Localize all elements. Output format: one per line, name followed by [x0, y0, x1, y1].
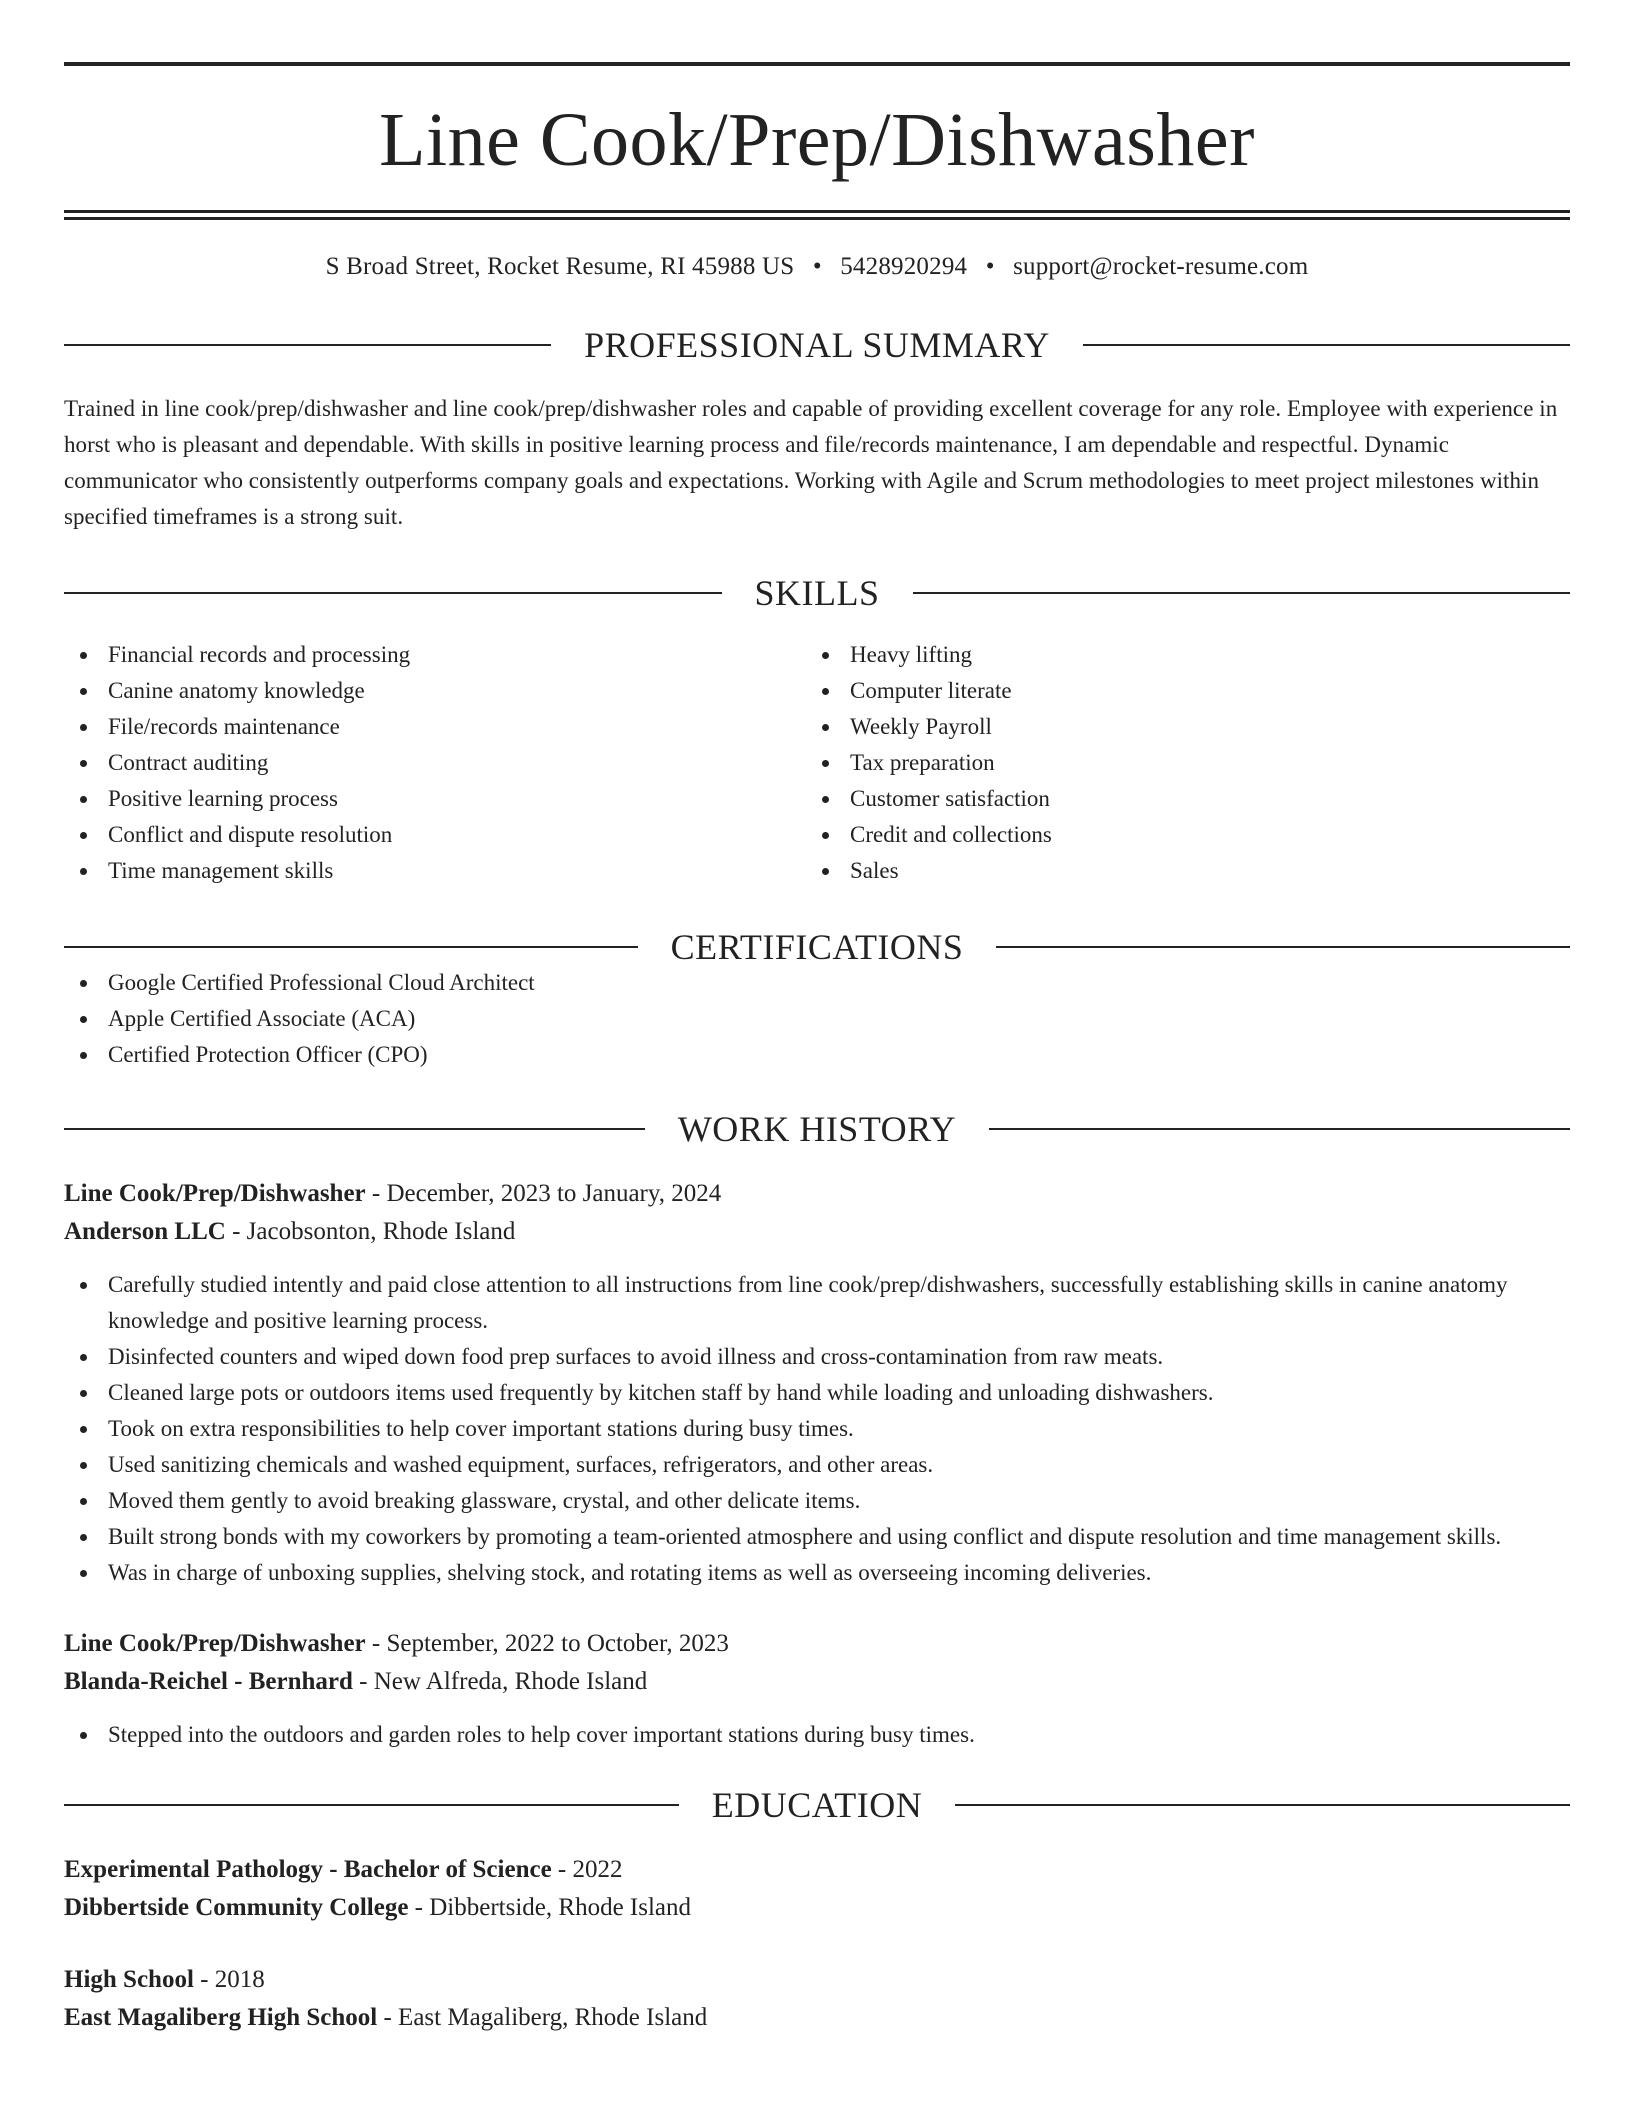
- job-dates: December, 2023 to January, 2024: [386, 1180, 722, 1207]
- skill-item: File/records maintenance: [64, 709, 806, 745]
- certification-item: Certified Protection Officer (CPO): [64, 1037, 1570, 1073]
- job-entry: [64, 1175, 1570, 1591]
- job-location: New Alfreda, Rhode Island: [373, 1668, 648, 1695]
- job-bullet: Used sanitizing chemicals and washed equipment, surfaces, refrigerators, and other areas.: [64, 1447, 1570, 1483]
- job-bullets: [64, 1717, 1570, 1753]
- education-location: East Magaliberg, Rhode Island: [398, 2004, 708, 2031]
- resume-title: Line Cook/Prep/Dishwasher: [379, 98, 1255, 182]
- skill-item: Computer literate: [806, 673, 1570, 709]
- skills-heading: [64, 575, 1570, 611]
- heading-rule-right: [955, 1804, 1570, 1806]
- job-location: Jacobsonton, Rhode Island: [246, 1218, 516, 1245]
- certification-item: Apple Certified Associate (ACA): [64, 1001, 1570, 1037]
- job-bullet: Took on extra responsibilities to help cover important stations during busy times.: [64, 1411, 1570, 1447]
- education-location: Dibbertside, Rhode Island: [429, 1894, 692, 1921]
- job-title-line: Line Cook/Prep/Dishwasher - September, 2022 to October, 2023: [64, 1630, 729, 1657]
- heading-rule-right: [1083, 344, 1570, 346]
- title-double-rule: [64, 210, 1570, 220]
- skill-item: Credit and collections: [806, 817, 1570, 853]
- summary-heading-label: PROFESSIONAL SUMMARY: [584, 325, 1050, 365]
- job-bullet: Carefully studied intently and paid close attention to all instructions from line cook/prep/dishwashers, successfully establishing skills in canine anatomy knowledge and positive learning process.: [64, 1267, 1570, 1339]
- skill-item: Financial records and processing: [64, 637, 806, 673]
- work-heading: [64, 1111, 1570, 1147]
- job-title: Line Cook/Prep/Dishwasher: [64, 1180, 366, 1207]
- job-company: Blanda-Reichel - Bernhard: [64, 1668, 353, 1695]
- education-year: 2018: [214, 1966, 265, 1993]
- job-bullet: Disinfected counters and wiped down food prep surfaces to avoid illness and cross-contamination from raw meats.: [64, 1339, 1570, 1375]
- job-title-line: Line Cook/Prep/Dishwasher - December, 2023 to January, 2024: [64, 1180, 722, 1207]
- job-bullet: Cleaned large pots or outdoors items used frequently by kitchen staff by hand while loading and unloading dishwashers.: [64, 1375, 1570, 1411]
- education-school-line: East Magaliberg High School - East Magaliberg, Rhode Island: [64, 2004, 708, 2031]
- heading-rule-left: [64, 1128, 645, 1130]
- skill-item: Canine anatomy knowledge: [64, 673, 806, 709]
- heading-rule-right: [996, 946, 1570, 948]
- skill-item: Positive learning process: [64, 781, 806, 817]
- contact-email: support@rocket-resume.com: [1013, 253, 1309, 280]
- certifications-heading: [64, 929, 1570, 965]
- education-degree: Experimental Pathology - Bachelor of Science: [64, 1856, 552, 1883]
- certification-item: Google Certified Professional Cloud Architect: [64, 965, 1570, 1001]
- contact-line: [64, 254, 1570, 279]
- education-heading: [64, 1787, 1570, 1823]
- job-bullet: Built strong bonds with my coworkers by promoting a team-oriented atmosphere and using conflict and dispute resolution and time management skills.: [64, 1519, 1570, 1555]
- skill-item: Customer satisfaction: [806, 781, 1570, 817]
- heading-rule-left: [64, 592, 722, 594]
- education-heading-label: EDUCATION: [711, 1785, 923, 1825]
- certifications-list: [64, 965, 1570, 1073]
- contact-phone: 5428920294: [840, 253, 968, 280]
- skills-list-right: [806, 637, 1570, 889]
- skill-item: Heavy lifting: [806, 637, 1570, 673]
- skills-columns: [64, 637, 1570, 889]
- education-degree-line: Experimental Pathology - Bachelor of Science - 2022: [64, 1856, 623, 1883]
- job-company: Anderson LLC: [64, 1218, 226, 1245]
- job-bullet: Was in charge of unboxing supplies, shelving stock, and rotating items as well as overseeing incoming deliveries.: [64, 1555, 1570, 1591]
- skill-item: Sales: [806, 853, 1570, 889]
- heading-rule-left: [64, 344, 551, 346]
- skill-item: Weekly Payroll: [806, 709, 1570, 745]
- education-entry: [64, 1961, 1570, 2037]
- education-school: Dibbertside Community College: [64, 1894, 409, 1921]
- heading-rule-left: [64, 1804, 679, 1806]
- work-heading-label: WORK HISTORY: [677, 1109, 957, 1149]
- heading-rule-right: [913, 592, 1571, 594]
- contact-address: S Broad Street, Rocket Resume, RI 45988 US: [325, 253, 795, 280]
- job-company-line: Anderson LLC - Jacobsonton, Rhode Island: [64, 1218, 516, 1245]
- job-bullets: [64, 1267, 1570, 1591]
- heading-rule-right: [989, 1128, 1570, 1130]
- skill-item: Conflict and dispute resolution: [64, 817, 806, 853]
- skills-heading-label: SKILLS: [754, 573, 880, 613]
- contact-separator: •: [985, 253, 995, 280]
- education-entry: [64, 1851, 1570, 1927]
- job-company-line: Blanda-Reichel - Bernhard - New Alfreda, Rhode Island: [64, 1668, 648, 1695]
- job-entry: [64, 1625, 1570, 1753]
- resume-content: [64, 62, 1570, 2037]
- contact-separator: •: [812, 253, 822, 280]
- summary-text: Trained in line cook/prep/dishwasher and line cook/prep/dishwasher roles and capable of providing excellent coverage for any role. Employee with experience in horst who is pleasant and dependable. With skills in positive learning process and file/records maintenance, I am dependable and respectful. Dynamic communicator who consistently outperforms company goals and expectations. Working with Agile and Scrum methodologies to meet project milestones within specified timeframes is a strong suit.: [64, 396, 1558, 529]
- skill-item: Time management skills: [64, 853, 806, 889]
- job-bullet: Moved them gently to avoid breaking glassware, crystal, and other delicate items.: [64, 1483, 1570, 1519]
- certifications-heading-label: CERTIFICATIONS: [670, 927, 964, 967]
- education-year: 2022: [572, 1856, 623, 1883]
- education-school-line: Dibbertside Community College - Dibbertside, Rhode Island: [64, 1894, 692, 1921]
- skill-item: Tax preparation: [806, 745, 1570, 781]
- summary-heading: [64, 327, 1570, 363]
- skill-item: Contract auditing: [64, 745, 806, 781]
- skills-list-left: [64, 637, 806, 889]
- heading-rule-left: [64, 946, 638, 948]
- education-school: East Magaliberg High School: [64, 2004, 378, 2031]
- education-degree-line: High School - 2018: [64, 1966, 265, 1993]
- job-dates: September, 2022 to October, 2023: [386, 1630, 729, 1657]
- job-title: Line Cook/Prep/Dishwasher: [64, 1630, 366, 1657]
- top-rule: [64, 62, 1570, 66]
- job-bullet: Stepped into the outdoors and garden roles to help cover important stations during busy times.: [64, 1717, 1570, 1753]
- education-degree: High School: [64, 1966, 194, 1993]
